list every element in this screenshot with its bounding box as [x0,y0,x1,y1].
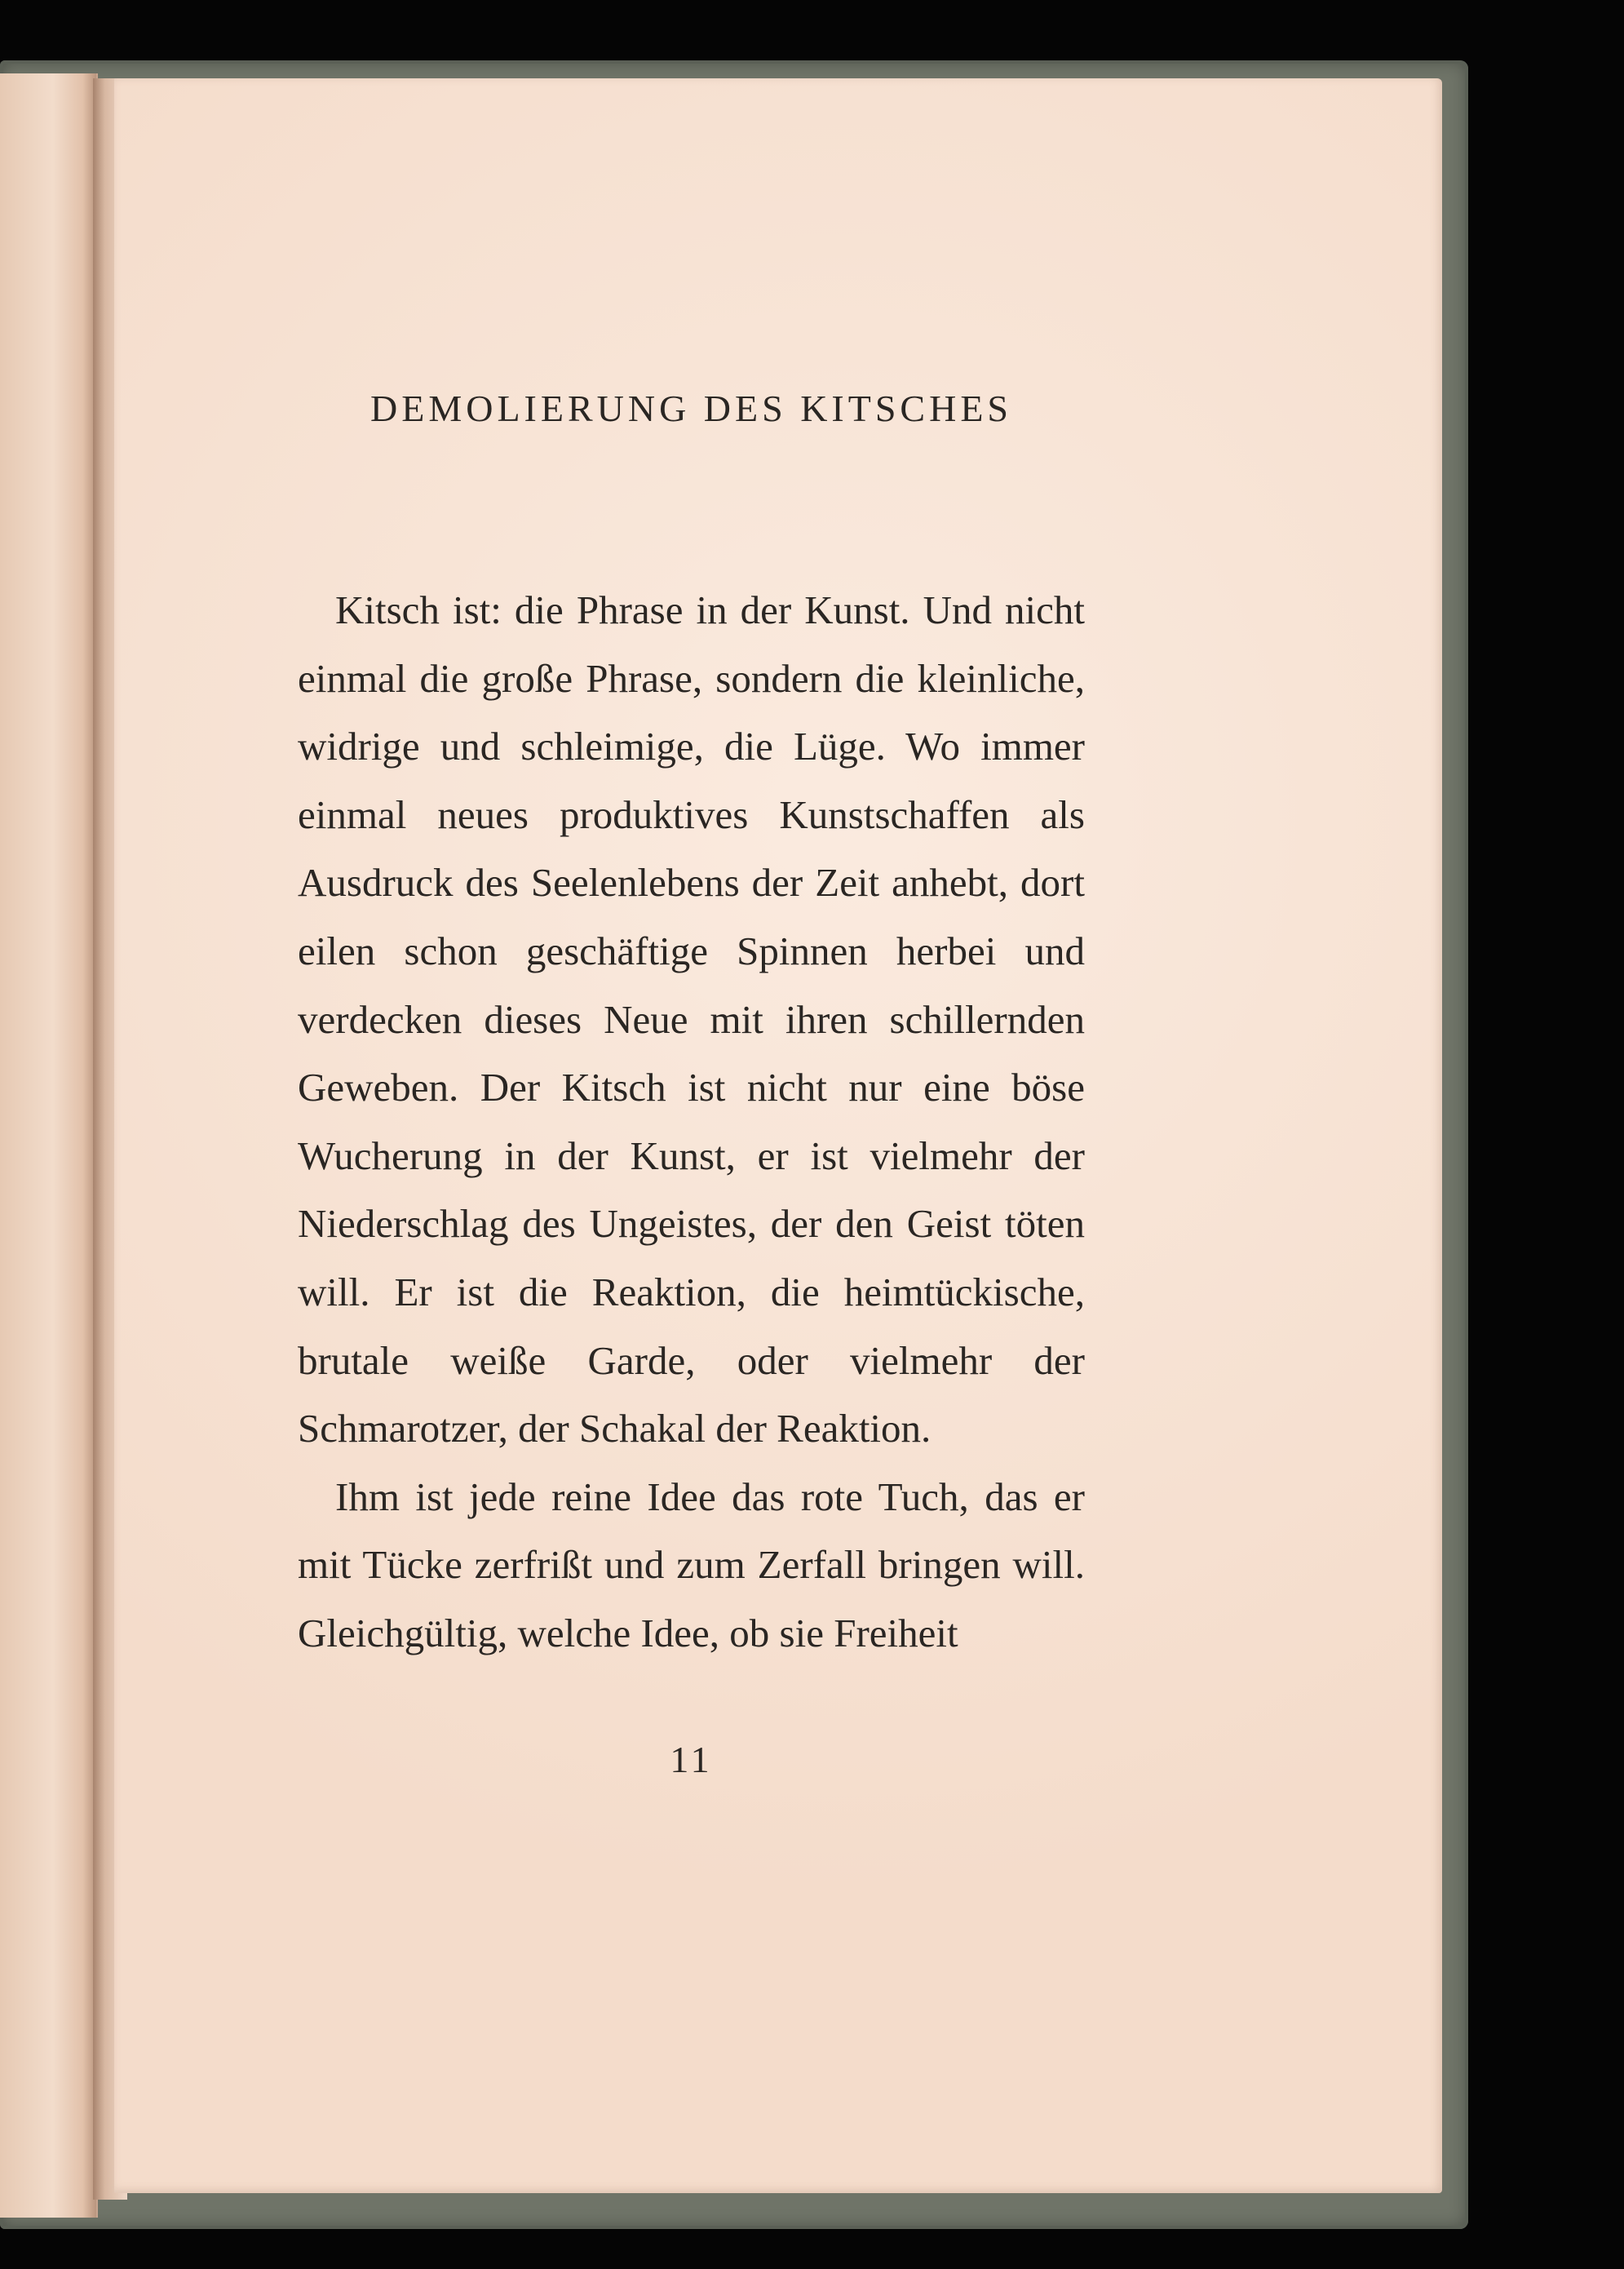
body-text [298,576,1085,1668]
page-number: 11 [670,1739,713,1780]
paragraph-1: Kitsch ist: die Phrase in der Kunst. Und nicht einmal die große Phrase, sondern die kleinliche, widrige und schleimige, die Lüge. Wo immer einmal neues produktives Kunstschaffen als Ausdruck des Seelenlebens der Zeit anhebt, dort eilen schon geschäftige Spinnen herbei und verdecken dieses Neue mit ihren schillernden Geweben. Der Kitsch ist nicht nur eine böse Wucherung in der Kunst, er ist vielmehr der Niederschlag des Ungeistes, der den Geist töten will. Er ist die Reaktion, die heimtückische, brutale weiße Garde, oder vielmehr der Schmarotzer, der Schakal der Reaktion. [298,587,1085,1451]
page-text-block [298,382,1085,1655]
left-page-edge [0,73,98,2218]
paragraph-2: Ihm ist jede reine Idee das rote Tuch, das er mit Tücke zerfrißt und zum Zerfall bringen will. Gleichgültig, welche Idee, ob sie Freiheit [298,1474,1085,1655]
chapter-title: DEMOLIERUNG DES KITSCHES [370,388,1012,429]
